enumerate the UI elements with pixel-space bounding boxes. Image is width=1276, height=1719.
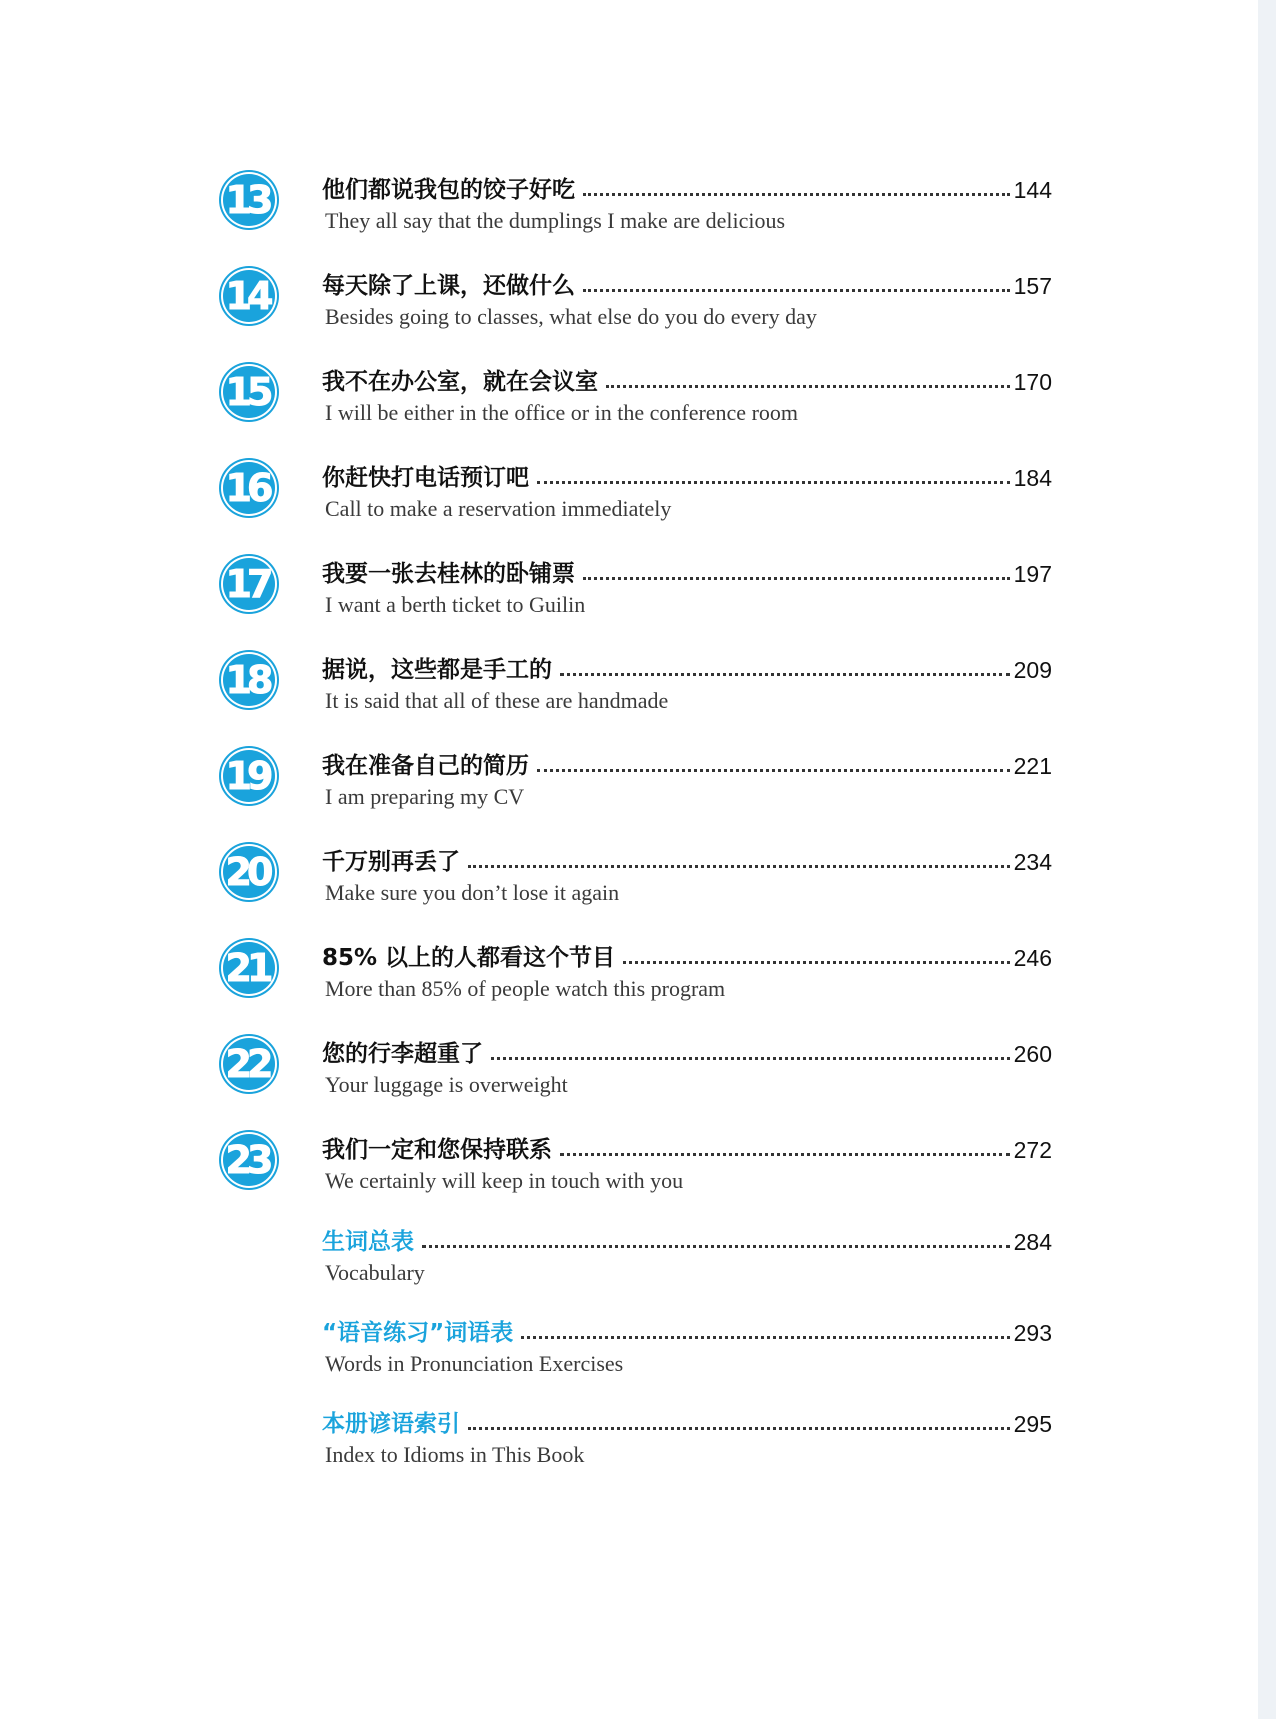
page-number: 260 (1013, 1041, 1052, 1067)
chapter-number-badge: 21 (223, 942, 275, 994)
dot-leader (560, 1153, 1010, 1156)
chapter-title-zh: 每天除了上课，还做什么 (322, 273, 575, 299)
chapter-title-zh: 我不在办公室，就在会议室 (322, 369, 598, 395)
dot-leader (422, 1245, 1010, 1248)
toc-title-row (322, 651, 1052, 685)
chapter-title-en: They all say that the dumplings I make are delicious (325, 208, 786, 233)
toc-title-row (322, 363, 1052, 397)
chapter-title-zh: 据说，这些都是手工的 (322, 657, 552, 683)
chapter-title-zh: 我们一定和您保持联系 (322, 1137, 552, 1163)
dot-leader (468, 865, 1010, 868)
dot-leader (537, 769, 1010, 772)
dot-leader (537, 481, 1010, 484)
page-number: 234 (1013, 849, 1052, 875)
page-number: 184 (1013, 465, 1052, 491)
toc-title-row (322, 843, 1052, 877)
chapter-title-en: Make sure you don’t lose it again (325, 880, 620, 905)
toc-title-row (322, 747, 1052, 781)
chapter-number-badge: 23 (223, 1134, 275, 1186)
dot-leader (583, 289, 1010, 292)
page-number: 293 (1013, 1320, 1052, 1346)
chapter-title-en: Your luggage is overweight (325, 1072, 568, 1097)
chapter-title-en: I want a berth ticket to Guilin (325, 592, 586, 617)
toc-title-row (322, 171, 1052, 205)
page-number: 157 (1013, 273, 1052, 299)
appendix-title-zh: “语音练习”词语表 (322, 1320, 514, 1346)
toc-title-row (322, 459, 1052, 493)
toc-title-row (322, 1223, 1052, 1257)
dot-leader (623, 961, 1010, 964)
page-number: 170 (1013, 369, 1052, 395)
page-number: 272 (1013, 1137, 1052, 1163)
toc-title-row (322, 555, 1052, 589)
chapter-title-en: I am preparing my CV (325, 784, 525, 809)
chapter-number-badge: 22 (223, 1038, 275, 1090)
appendix-title-en: Vocabulary (325, 1260, 425, 1285)
chapter-number-badge: 15 (223, 366, 275, 418)
page-number: 197 (1013, 561, 1052, 587)
appendix-title-zh: 生词总表 (322, 1229, 414, 1255)
dot-leader (491, 1057, 1010, 1060)
toc-title-row (322, 1131, 1052, 1165)
chapter-title-zh: 千万别再丢了 (322, 849, 460, 875)
chapter-number-badge: 20 (223, 846, 275, 898)
page-number: 295 (1013, 1411, 1052, 1437)
appendix-title-en: Index to Idioms in This Book (325, 1442, 585, 1467)
dot-leader (583, 577, 1010, 580)
appendix-title-en: Words in Pronunciation Exercises (325, 1351, 624, 1376)
chapter-title-zh: 他们都说我包的饺子好吃 (322, 177, 575, 203)
chapter-title-zh: 85% 以上的人都看这个节目 (322, 945, 616, 971)
chapter-title-zh: 您的行李超重了 (322, 1041, 483, 1067)
dot-leader (560, 673, 1010, 676)
dot-leader (521, 1336, 1009, 1339)
page-number: 144 (1013, 177, 1052, 203)
toc-title-row (322, 1314, 1052, 1348)
chapter-number-badge: 19 (223, 750, 275, 802)
chapter-title-en: Call to make a reservation immediately (325, 496, 672, 521)
chapter-title-zh: 我要一张去桂林的卧铺票 (322, 561, 575, 587)
dot-leader (468, 1427, 1010, 1430)
appendix-title-zh: 本册谚语索引 (322, 1411, 460, 1437)
page-number: 284 (1013, 1229, 1052, 1255)
chapter-title-zh: 你赶快打电话预订吧 (322, 465, 529, 491)
chapter-number-badge: 18 (223, 654, 275, 706)
chapter-title-en: It is said that all of these are handmade (325, 688, 669, 713)
chapter-number-badge: 14 (223, 270, 275, 322)
chapter-title-en: I will be either in the office or in the conference room (325, 400, 799, 425)
toc-title-row (322, 267, 1052, 301)
dot-leader (583, 193, 1010, 196)
chapter-number-badge: 17 (223, 558, 275, 610)
chapter-title-zh: 我在准备自己的简历 (322, 753, 529, 779)
page-number: 221 (1013, 753, 1052, 779)
toc-title-row (322, 1405, 1052, 1439)
chapter-title-en: Besides going to classes, what else do you do every day (325, 304, 817, 329)
chapter-title-en: We certainly will keep in touch with you (325, 1168, 684, 1193)
page-number: 246 (1013, 945, 1052, 971)
dot-leader (606, 385, 1010, 388)
chapter-number-badge: 13 (223, 174, 275, 226)
chapter-number-badge: 16 (223, 462, 275, 514)
page-number: 209 (1013, 657, 1052, 683)
chapter-title-en: More than 85% of people watch this program (325, 976, 726, 1001)
toc-title-row (322, 1035, 1052, 1069)
toc-title-row (322, 939, 1052, 973)
